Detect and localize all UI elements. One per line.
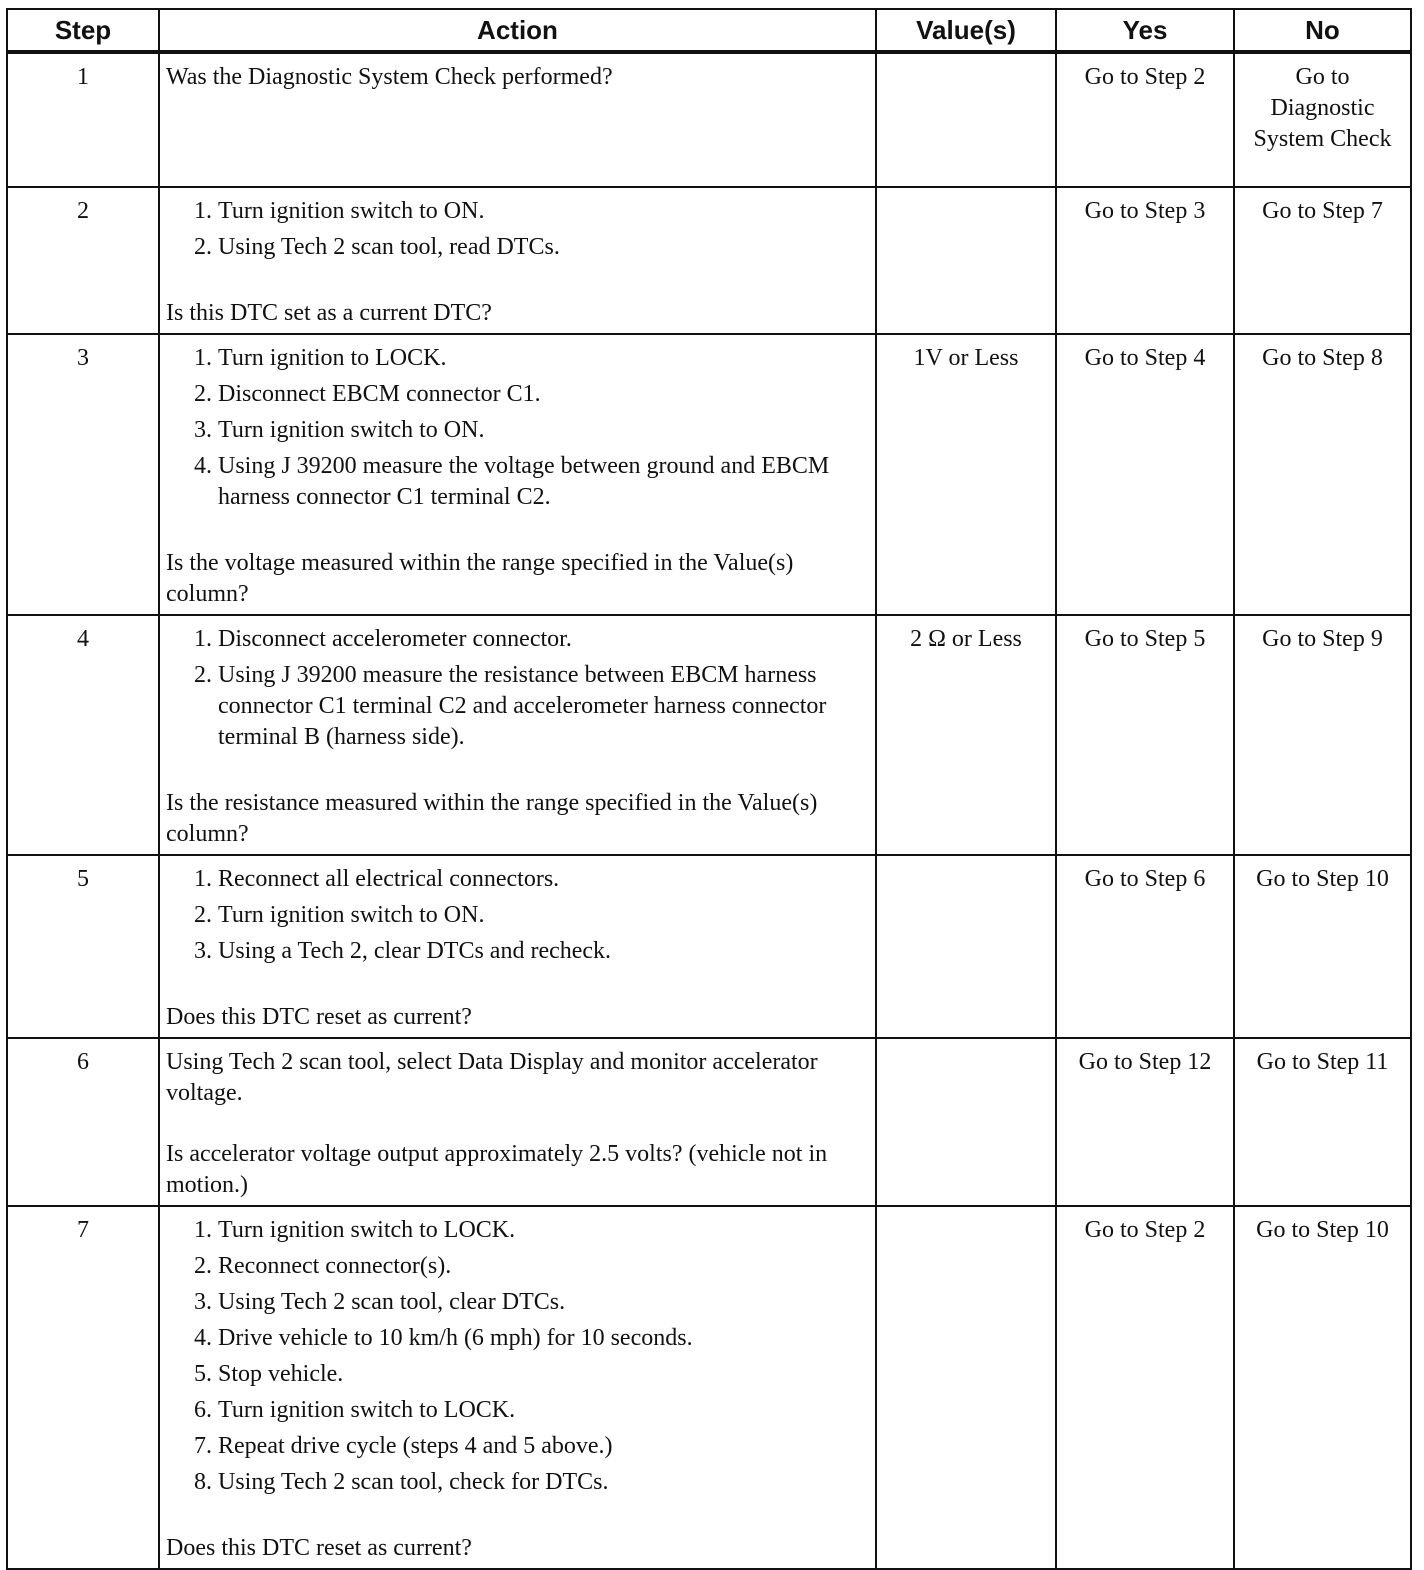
action-step: 3. Using a Tech 2, clear DTCs and recheck. — [218, 936, 869, 967]
value-cell — [876, 1206, 1056, 1569]
value-cell — [876, 52, 1056, 187]
yes-cell: Go to Step 5 — [1056, 615, 1234, 855]
action-step: 1. Reconnect all electrical connectors. — [218, 864, 869, 895]
no-cell: Go to Step 10 — [1234, 855, 1411, 1038]
action-intro: Was the Diagnostic System Check performed? — [166, 64, 613, 90]
action-question: Is the resistance measured within the range specified in the Value(s) column? — [166, 790, 818, 847]
action-question: Is the voltage measured within the range specified in the Value(s) column? — [166, 550, 794, 607]
action-step: 2. Turn ignition switch to ON. — [218, 900, 869, 931]
action-step: 6. Turn ignition switch to LOCK. — [218, 1395, 869, 1426]
action-cell — [159, 615, 876, 855]
header-action: Action — [159, 9, 876, 52]
header-row — [7, 9, 1411, 52]
table-row — [7, 855, 1411, 1038]
action-step: 5. Stop vehicle. — [218, 1359, 869, 1390]
action-question: Is accelerator voltage output approximately 2.5 volts? (vehicle not in motion.) — [166, 1141, 828, 1198]
value-cell — [876, 1038, 1056, 1206]
step-number: 4 — [7, 615, 159, 855]
table-row — [7, 615, 1411, 855]
yes-cell: Go to Step 3 — [1056, 187, 1234, 334]
header-yes: Yes — [1056, 9, 1234, 52]
action-question: Does this DTC reset as current? — [166, 1004, 472, 1030]
step-number: 2 — [7, 187, 159, 334]
action-cell — [159, 52, 876, 187]
action-cell — [159, 1038, 876, 1206]
table-row — [7, 1038, 1411, 1206]
yes-cell: Go to Step 2 — [1056, 52, 1234, 187]
action-steps — [166, 196, 869, 263]
diagnostic-procedure-page — [6, 8, 1410, 1570]
step-number: 3 — [7, 334, 159, 615]
action-step: 1. Disconnect accelerometer connector. — [218, 624, 869, 655]
action-step: 4. Using J 39200 measure the voltage between ground and EBCM harness connector C1 terminal C2. — [218, 451, 869, 513]
value-cell — [876, 187, 1056, 334]
table-row — [7, 52, 1411, 187]
yes-cell: Go to Step 2 — [1056, 1206, 1234, 1569]
action-step: 3. Using Tech 2 scan tool, clear DTCs. — [218, 1287, 869, 1318]
action-step: 3. Turn ignition switch to ON. — [218, 415, 869, 446]
action-steps — [166, 343, 869, 513]
yes-cell: Go to Step 4 — [1056, 334, 1234, 615]
action-cell — [159, 187, 876, 334]
action-steps — [166, 864, 869, 967]
table-row — [7, 334, 1411, 615]
yes-cell: Go to Step 6 — [1056, 855, 1234, 1038]
value-cell: 1V or Less — [876, 334, 1056, 615]
no-cell: Go to Diagnostic System Check — [1234, 52, 1411, 187]
action-step: 8. Using Tech 2 scan tool, check for DTCs. — [218, 1467, 869, 1498]
step-number: 5 — [7, 855, 159, 1038]
header-values: Value(s) — [876, 9, 1056, 52]
action-question: Is this DTC set as a current DTC? — [166, 300, 492, 326]
table-row — [7, 187, 1411, 334]
step-number: 7 — [7, 1206, 159, 1569]
no-cell: Go to Step 8 — [1234, 334, 1411, 615]
yes-cell: Go to Step 12 — [1056, 1038, 1234, 1206]
value-cell: 2 Ω or Less — [876, 615, 1056, 855]
no-cell: Go to Step 7 — [1234, 187, 1411, 334]
action-steps — [166, 1215, 869, 1498]
action-cell — [159, 1206, 876, 1569]
action-step: 1. Turn ignition switch to ON. — [218, 196, 869, 227]
header-no: No — [1234, 9, 1411, 52]
action-cell — [159, 334, 876, 615]
action-step: 2. Disconnect EBCM connector C1. — [218, 379, 869, 410]
value-cell — [876, 855, 1056, 1038]
step-number: 6 — [7, 1038, 159, 1206]
no-cell: Go to Step 10 — [1234, 1206, 1411, 1569]
step-number: 1 — [7, 52, 159, 187]
action-step: 1. Turn ignition switch to LOCK. — [218, 1215, 869, 1246]
action-question: Does this DTC reset as current? — [166, 1535, 472, 1561]
action-step: 1. Turn ignition to LOCK. — [218, 343, 869, 374]
table-row — [7, 1206, 1411, 1569]
action-step: 2. Reconnect connector(s). — [218, 1251, 869, 1282]
no-cell: Go to Step 11 — [1234, 1038, 1411, 1206]
action-step: 2. Using J 39200 measure the resistance between EBCM harness connector C1 terminal C2 and accelerometer harness connector terminal B (harness side). — [218, 660, 869, 753]
action-step: 7. Repeat drive cycle (steps 4 and 5 above.) — [218, 1431, 869, 1462]
action-step: 2. Using Tech 2 scan tool, read DTCs. — [218, 232, 869, 263]
header-step: Step — [7, 9, 159, 52]
diagnostic-table — [6, 8, 1412, 1570]
action-intro: Using Tech 2 scan tool, select Data Display and monitor accelerator voltage. — [166, 1049, 818, 1106]
action-steps — [166, 624, 869, 753]
no-cell: Go to Step 9 — [1234, 615, 1411, 855]
action-cell — [159, 855, 876, 1038]
action-step: 4. Drive vehicle to 10 km/h (6 mph) for 10 seconds. — [218, 1323, 869, 1354]
